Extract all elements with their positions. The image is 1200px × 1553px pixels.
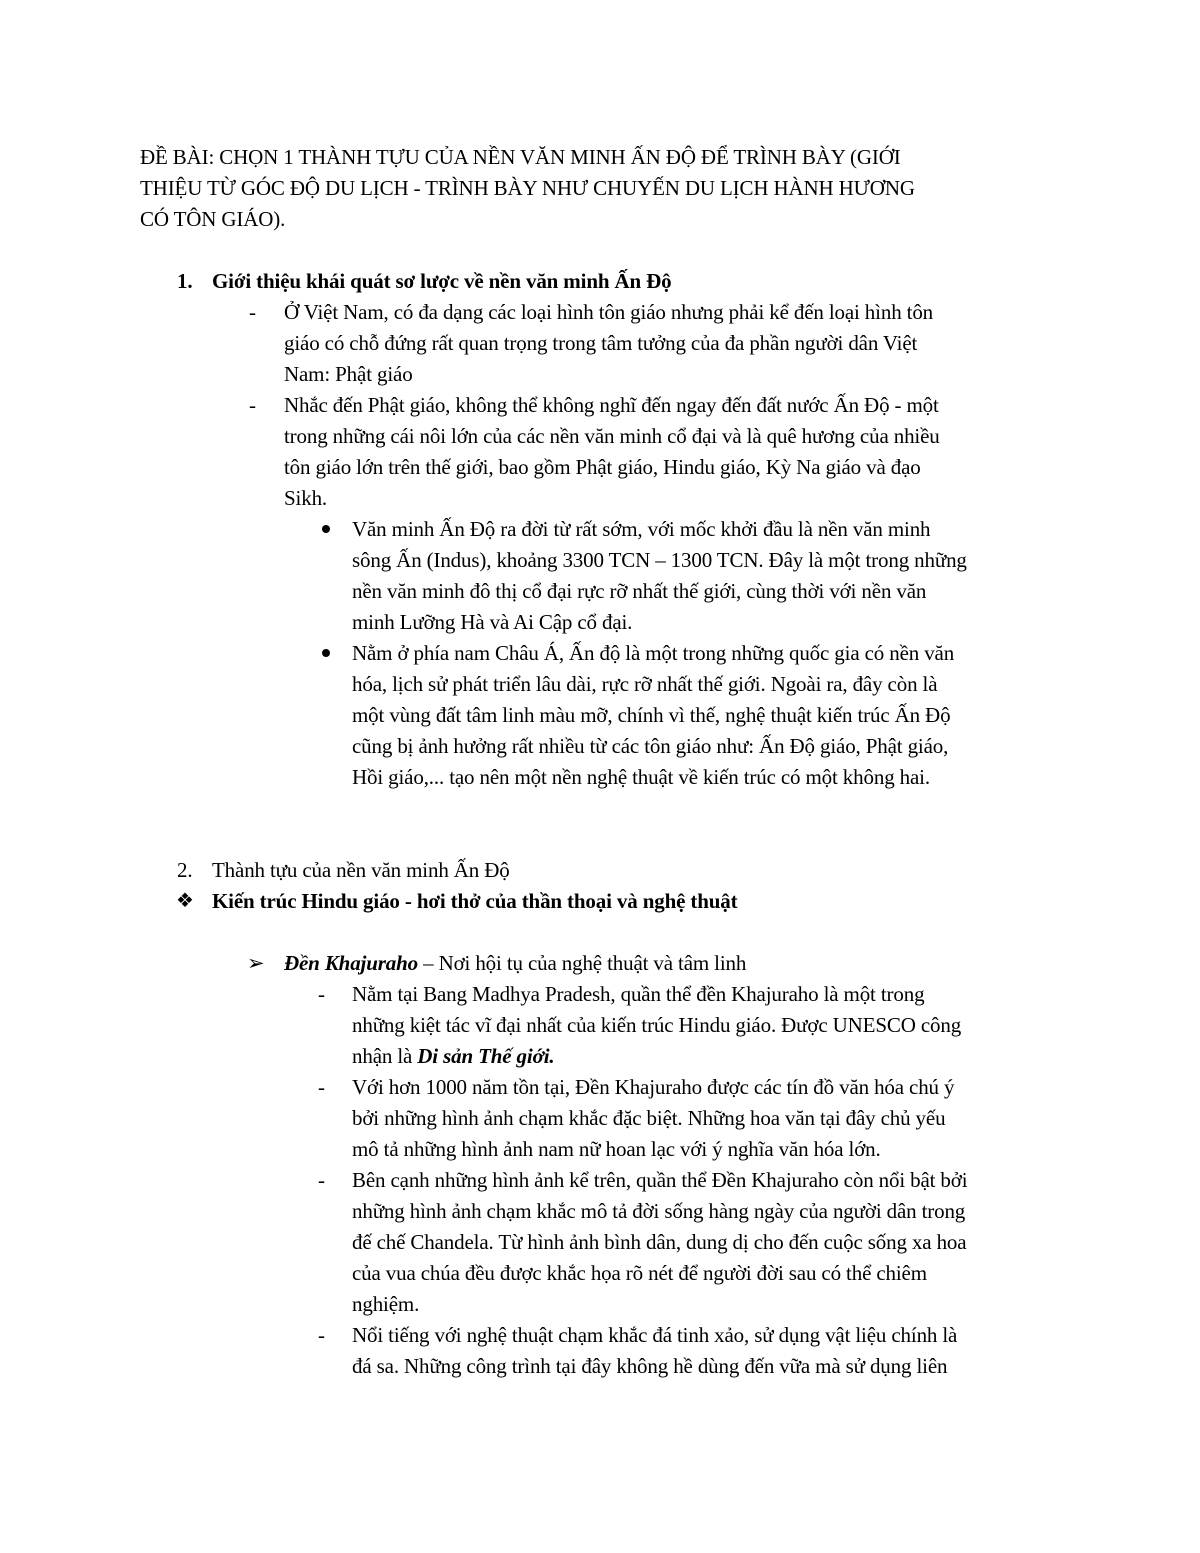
- list-item-line: Nổi tiếng với nghệ thuật chạm khắc đá tinh xảo, sử dụng vật liệu chính là: [352, 1323, 958, 1347]
- section-number: 1.: [177, 269, 193, 293]
- section-heading: Giới thiệu khái quát sơ lược về nền văn minh Ấn Độ: [212, 269, 672, 293]
- dash-marker: -: [249, 393, 256, 417]
- list-item-line: tôn giáo lớn trên thế giới, bao gồm Phật giáo, Hindu giáo, Kỳ Na giáo và đạo: [284, 455, 921, 479]
- dash-marker: -: [318, 1168, 325, 1192]
- arrow-item-line: [284, 948, 746, 979]
- list-item-line: những kiệt tác vĩ đại nhất của kiến trúc Hindu giáo. Được UNESCO công: [352, 1013, 962, 1037]
- list-item-line: những hình ảnh chạm khắc mô tả đời sống hàng ngày của người dân trong: [352, 1199, 966, 1223]
- bullet-item-line: Hồi giáo,... tạo nên một nền nghệ thuật về kiến trúc có một không hai.: [352, 765, 930, 789]
- bullet-item-line: minh Lưỡng Hà và Ai Cập cổ đại.: [352, 610, 633, 634]
- bullet-item-line: một vùng đất tâm linh màu mỡ, chính vì thế, nghệ thuật kiến trúc Ấn Độ: [352, 703, 951, 727]
- list-item-line: mô tả những hình ảnh nam nữ hoan lạc với ý nghĩa văn hóa lớn.: [352, 1137, 881, 1161]
- bullet-item-line: Nằm ở phía nam Châu Á, Ấn độ là một trong những quốc gia có nền văn: [352, 641, 955, 665]
- list-item-line: đá sa. Những công trình tại đây không hề dùng đến vữa mà sử dụng liên: [352, 1354, 948, 1378]
- list-item-line: bởi những hình ảnh chạm khắc đặc biệt. Những hoa văn tại đây chủ yếu: [352, 1106, 946, 1130]
- list-item-line: [352, 1041, 555, 1072]
- diamond-bullet-icon: ❖: [176, 890, 194, 912]
- section-heading: Thành tựu của nền văn minh Ấn Độ: [212, 858, 510, 882]
- section-number: 2.: [177, 858, 193, 882]
- list-item-line: Nhắc đến Phật giáo, không thể không nghĩ đến ngay đến đất nước Ấn Độ - một: [284, 393, 939, 417]
- list-item-line: Sikh.: [284, 486, 328, 510]
- dash-marker: -: [318, 1075, 325, 1099]
- bullet-item-line: Văn minh Ấn Độ ra đời từ rất sớm, với mốc khởi đầu là nền văn minh: [352, 517, 931, 541]
- list-item-line: nghiệm.: [352, 1292, 420, 1316]
- title-line: ĐỀ BÀI: CHỌN 1 THÀNH TỰU CỦA NỀN VĂN MINH ẤN ĐỘ ĐỂ TRÌNH BÀY (GIỚI: [140, 145, 901, 169]
- dash-marker: -: [318, 982, 325, 1006]
- temple-name: Đền Khajuraho: [284, 951, 419, 975]
- bullet-item-line: nền văn minh đô thị cổ đại rực rỡ nhất thế giới, cùng thời với nền văn: [352, 579, 927, 603]
- bullet-item-line: hóa, lịch sử phát triển lâu dài, rực rỡ nhất thế giới. Ngoài ra, đây còn là: [352, 672, 938, 696]
- heritage-emphasis: Di sản Thế giới.: [417, 1044, 555, 1068]
- list-item-line: giáo có chỗ đứng rất quan trọng trong tâm tưởng của đa phần người dân Việt: [284, 331, 918, 355]
- list-item-line: Nam: Phật giáo: [284, 362, 413, 386]
- list-item-line: của vua chúa đều được khắc họa rõ nét để người đời sau có thể chiêm: [352, 1261, 927, 1285]
- list-item-line: trong những cái nôi lớn của các nền văn minh cổ đại và là quê hương của nhiều: [284, 424, 940, 448]
- title-line: THIỆU TỪ GÓC ĐỘ DU LỊCH - TRÌNH BÀY NHƯ CHUYẾN DU LỊCH HÀNH HƯƠNG: [140, 176, 915, 200]
- list-item-line: Nằm tại Bang Madhya Pradesh, quần thể đền Khajuraho là một trong: [352, 982, 925, 1006]
- list-item-line: Bên cạnh những hình ảnh kể trên, quần thể Đền Khajuraho còn nổi bật bởi: [352, 1168, 968, 1192]
- dash-marker: -: [318, 1323, 325, 1347]
- bullet-item-line: cũng bị ảnh hưởng rất nhiều từ các tôn giáo như: Ấn Độ giáo, Phật giáo,: [352, 734, 949, 758]
- bullet-item-line: sông Ấn (Indus), khoảng 3300 TCN – 1300 TCN. Đây là một trong những: [352, 548, 967, 572]
- bullet-dot-icon: [322, 649, 330, 657]
- subsection-heading: Kiến trúc Hindu giáo - hơi thở của thần thoại và nghệ thuật: [212, 889, 738, 913]
- list-item-line: đế chế Chandela. Từ hình ảnh bình dân, dung dị cho đến cuộc sống xa hoa: [352, 1230, 967, 1254]
- list-item-line: Ở Việt Nam, có đa dạng các loại hình tôn giáo nhưng phải kể đến loại hình tôn: [284, 300, 934, 324]
- list-item-line: Với hơn 1000 năm tồn tại, Đền Khajuraho được các tín đồ văn hóa chú ý: [352, 1075, 955, 1099]
- arrow-item-rest: – Nơi hội tụ của nghệ thuật và tâm linh: [418, 951, 747, 975]
- title-line: CÓ TÔN GIÁO).: [140, 207, 286, 231]
- list-item-text: nhận là: [352, 1044, 418, 1068]
- dash-marker: -: [249, 300, 256, 324]
- bullet-dot-icon: [322, 525, 330, 533]
- arrow-bullet-icon: ➢: [247, 951, 265, 975]
